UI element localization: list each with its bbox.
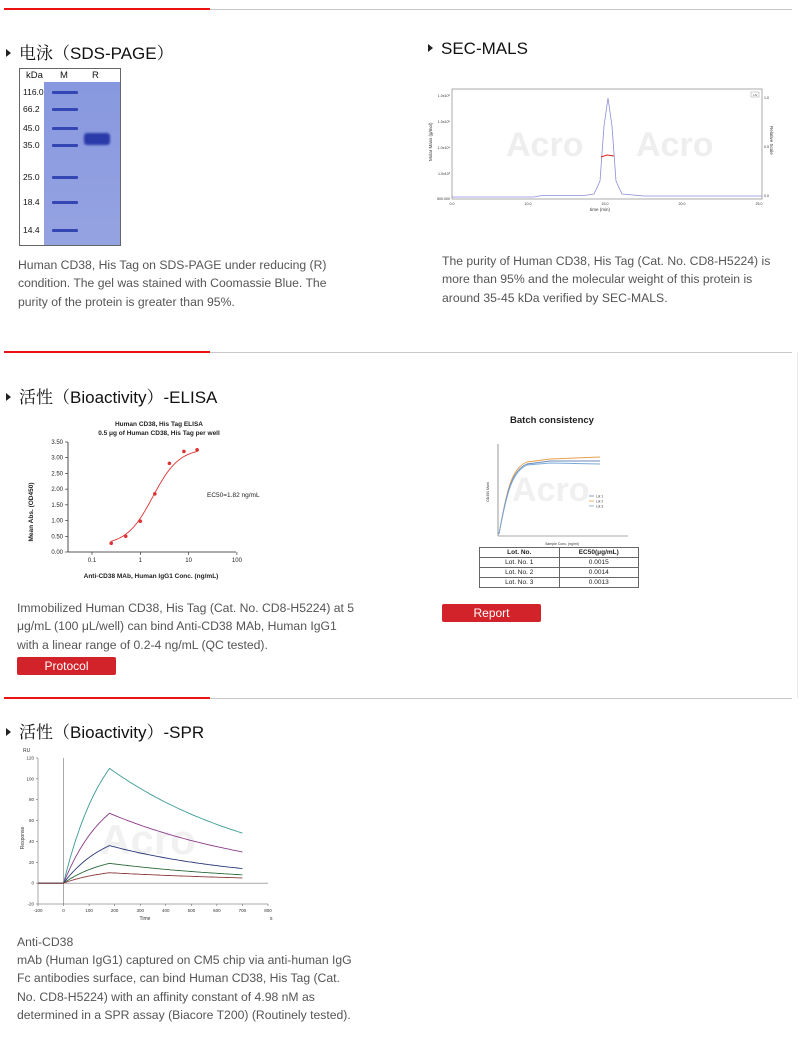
mals-y2tick: 0.0 (764, 194, 769, 198)
mals-xtick: 25.0 (755, 202, 763, 206)
spr-description-label: Anti-CD38 (17, 935, 74, 949)
batch-legend-item: Lot 1 (596, 494, 604, 499)
gel-kda-label: kDa (26, 70, 43, 81)
sec-mals-description: The purity of Human CD38, His Tag (Cat. No. CD8-H5224) is more than 95% and the molecular weight of this protein is around 35-45 kDa verified by SEC-MALS. (442, 254, 771, 305)
spr-ylabel: Response (20, 826, 26, 850)
elisa-data-point (182, 450, 186, 454)
watermark-3: Acro (512, 471, 590, 509)
table-cell: Lot. No. 2 (505, 569, 534, 576)
elisa-ytick: 1.00 (51, 518, 63, 525)
mals-xlabel: time (min) (590, 207, 610, 212)
bullet-triangle-icon (428, 44, 433, 52)
elisa-chart-subtitle: 0.5 μg of Human CD38, His Tag per well (98, 430, 220, 437)
gel-marker-label: 116.0 (23, 87, 44, 97)
table-cell: Lot. No. 1 (505, 559, 534, 566)
gel-marker-band (52, 176, 78, 179)
gel-marker-band (52, 229, 78, 232)
mals-xtick: 20.0 (678, 202, 686, 206)
table-row (480, 568, 638, 578)
spr-xtick: 800 (264, 908, 272, 913)
sec-mals-chart (424, 86, 774, 216)
gel-marker-label: 66.2 (23, 104, 40, 114)
table-header-cell: EC50(μg/mL) (559, 548, 639, 557)
mals-ytick: 1.0x10³ (438, 172, 450, 176)
mals-ytick: 1.0x10⁴ (437, 146, 450, 150)
elisa-data-point (153, 492, 157, 496)
mals-ytick: 1.0x10⁵ (437, 120, 450, 124)
gel-marker-label: 18.4 (23, 197, 40, 207)
mals-ytick: 1.0x10⁶ (437, 94, 450, 98)
table-cell: 0.0013 (559, 578, 639, 587)
protocol-button[interactable]: Protocol (17, 657, 116, 675)
spr-xtick: 600 (213, 908, 221, 913)
spr-xunit: s (270, 916, 273, 922)
spr-xtick: 400 (162, 908, 170, 913)
elisa-ytick: 2.50 (51, 471, 63, 478)
gel-marker-band (52, 91, 78, 94)
gel-lane-m-label: M (60, 70, 68, 81)
sample-band (84, 133, 110, 145)
elisa-description: Immobilized Human CD38, His Tag (Cat. No. CD8-H5224) at 5 μg/mL (100 μL/well) can bind Anti-CD38 MAb, Human IgG1 with a linear range of 0.2-4 ng/mL (QC tested). (17, 601, 355, 652)
elisa-ytick: 3.00 (51, 455, 63, 462)
elisa-xlabel: Anti-CD38 MAb, Human IgG1 Conc. (ng/mL) (83, 573, 219, 580)
elisa-ec50-annotation: EC50=1.82 ng/mL (207, 492, 260, 499)
spr-sensorgram-curve (38, 873, 242, 883)
top-divider-accent (4, 8, 210, 10)
gel-marker-label: 25.0 (23, 172, 40, 182)
spr-xtick: 200 (110, 908, 119, 913)
spr-xtick: 300 (136, 908, 144, 913)
batch-chart-title: Batch consistency (510, 415, 594, 426)
table-cell: 0.0015 (559, 558, 639, 567)
mals-y2label: Relative Scale (769, 126, 774, 155)
elisa-ylabel: Mean Abs. (OD450) (28, 482, 35, 542)
gel-marker-band (52, 127, 78, 130)
spr-xlabel: Time (139, 916, 151, 922)
batch-ylabel: OD450 Mark (486, 482, 490, 502)
elisa-ytick: 3.50 (51, 440, 63, 446)
elisa-data-point (109, 541, 113, 545)
mals-xtick: 0.0 (449, 202, 455, 206)
elisa-chart-title: Human CD38, His Tag ELISA (114, 421, 204, 428)
spr-xtick: 0 (62, 908, 65, 913)
spr-xtick: 500 (187, 908, 196, 913)
mals-xtick: 10.0 (524, 202, 532, 206)
elisa-xtick: 1 (138, 558, 142, 564)
gel-marker-label: 35.0 (23, 140, 40, 150)
elisa-ytick: 0.50 (51, 534, 63, 541)
spr-description: mAb (Human IgG1) captured on CM5 chip via anti-human IgG Fc antibodies surface, can bind Human CD38, His Tag (Cat. No. CD8-H5224) with an affinity constant of 4.98 nM as determined in a SPR assay (Biacore T200) (Routinely tested). (17, 953, 352, 1022)
elisa-xtick: 100 (231, 558, 242, 564)
spr-ytick: 100 (26, 776, 34, 782)
section-edge (797, 352, 798, 698)
spr-xtick: 100 (85, 908, 93, 913)
spr-ytick: 40 (28, 838, 34, 844)
elisa-ytick: 1.50 (51, 502, 63, 509)
spr-sensorgram-curve (38, 863, 242, 883)
sec-mals-title: SEC-MALS (428, 39, 528, 59)
gel-lane-r-label: R (92, 70, 99, 81)
spr-ytick: 60 (28, 818, 34, 824)
mals-ytick: 500.000 (437, 197, 450, 201)
mals-y2tick: 1.0 (764, 96, 769, 100)
elisa-title: 活性（Bioactivity）-ELISA (6, 383, 217, 408)
sds-page-title: 电泳（SDS-PAGE） (6, 39, 174, 64)
batch-ec50-table (479, 547, 639, 588)
elisa-ytick: 2.00 (51, 487, 63, 494)
mals-xtick: 15.0 (601, 202, 609, 206)
watermark-2: Acro (636, 126, 714, 164)
spr-ytick: 120 (26, 755, 34, 761)
bullet-triangle-icon (6, 393, 11, 401)
batch-xlabel: Sample Conc. (ng/ml) (545, 542, 579, 546)
bullet-triangle-icon (6, 49, 11, 57)
bullet-triangle-icon (6, 728, 11, 736)
sds-gel-image (19, 68, 121, 246)
spr-ytick: -20 (27, 901, 34, 907)
gel-marker-band (52, 144, 78, 147)
gel-marker-label: 45.0 (23, 123, 40, 133)
report-button[interactable]: Report (442, 604, 541, 622)
watermark-4: Acro (100, 816, 196, 863)
elisa-data-point (195, 448, 199, 452)
batch-legend-item: Lot 3 (596, 504, 604, 509)
elisa-fit-curve (111, 452, 197, 542)
mals-y2tick: 0.5 (764, 145, 769, 149)
sds-description: Human CD38, His Tag on SDS-PAGE under reducing (R) condition. The gel was stained with Coomassie Blue. The purity of the protein is greater than 95%. (18, 258, 327, 309)
mals-legend-text: LS (753, 93, 757, 97)
batch-legend-item: Lot 2 (596, 499, 604, 504)
table-row (480, 578, 638, 587)
elisa-data-point (139, 519, 143, 523)
spr-ytick: 0 (31, 880, 34, 886)
gel-marker-label: 14.4 (23, 225, 40, 235)
section-divider-accent (4, 351, 210, 353)
spr-xtick: -100 (33, 908, 43, 913)
elisa-xtick: 10 (185, 558, 192, 564)
table-row (480, 558, 638, 568)
elisa-data-point (124, 534, 128, 538)
table-cell: 0.0014 (559, 568, 639, 577)
table-header-cell: Lot. No. (507, 549, 532, 556)
section-divider-accent (4, 697, 210, 699)
table-cell: Lot. No. 3 (505, 579, 534, 586)
spr-chart (18, 744, 278, 924)
watermark-1: Acro (506, 126, 584, 164)
gel-marker-band (52, 108, 78, 111)
spr-xtick: 700 (238, 908, 247, 913)
gel-marker-band (52, 201, 78, 204)
mals-ylabel: Molar Mass (g/mol) (428, 122, 433, 161)
spr-title: 活性（Bioactivity）-SPR (6, 718, 204, 743)
spr-ytick: 80 (28, 797, 34, 803)
elisa-xtick: 0.1 (87, 558, 97, 564)
elisa-chart (20, 412, 280, 584)
spr-yunit: RU (23, 748, 31, 754)
spr-ytick: 20 (28, 859, 34, 865)
elisa-data-point (168, 462, 172, 466)
elisa-ytick: 0.00 (51, 550, 63, 556)
